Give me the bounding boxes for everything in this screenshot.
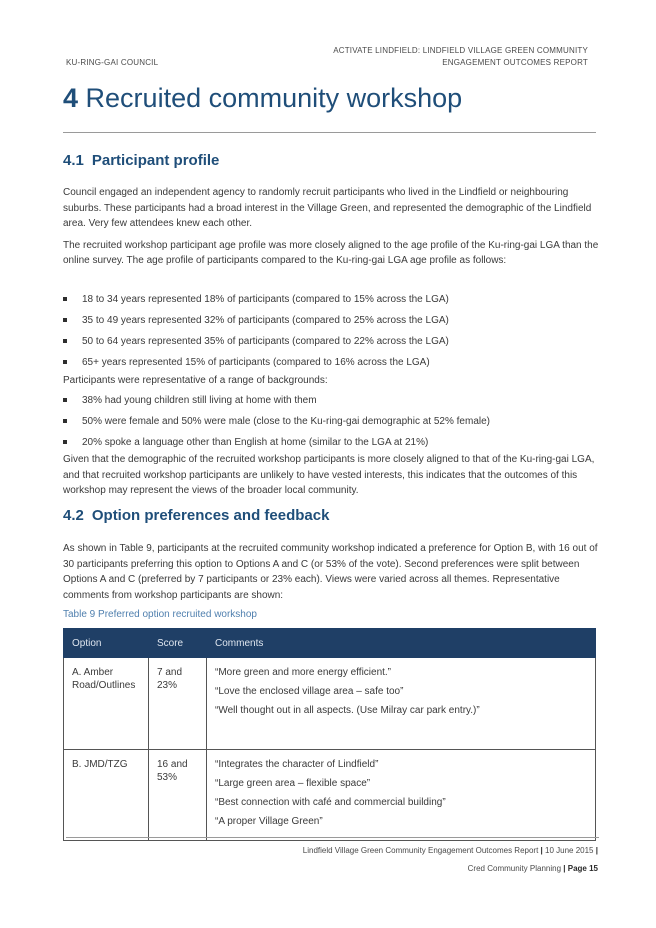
participant-intro — [63, 185, 603, 275]
header-org: KU-RING-GAI COUNCIL — [66, 58, 159, 67]
cell-option: A. Amber Road/Outlines — [64, 658, 149, 750]
column-header-score: Score — [149, 629, 207, 658]
section-title-text: Recruited community workshop — [85, 83, 463, 113]
footer-separator: | — [595, 846, 598, 855]
column-header-comments: Comments — [207, 629, 596, 658]
list-item-text: 20% spoke a language other than English at home (similar to the LGA at 21%) — [82, 437, 429, 448]
bullet-marker — [63, 440, 67, 444]
cell-comments — [207, 658, 596, 750]
footer-report-title: Lindfield Village Green Community Engagement Outcomes Report — [302, 846, 539, 855]
table-header-row — [64, 629, 596, 658]
list-item-text: 18 to 34 years represented 18% of participants (compared to 15% across the LGA) — [82, 294, 449, 305]
comment: “A proper Village Green” — [215, 816, 323, 827]
bullet-marker — [63, 360, 67, 364]
paragraph: As shown in Table 9, participants at the recruited community workshop indicated a preference for Option B, with 16 out of 30 participants preferring this option to Options A and C (or 53% of the vote). Second preferences were split between Options A and C (preferred by 7 participants or 23% each). Views were varied across all themes. Representative comments from workshop participants are shown: — [63, 543, 598, 601]
list-item-text: 35 to 49 years represented 32% of participants (compared to 25% across the LGA) — [82, 315, 449, 326]
list-item — [63, 414, 603, 435]
option-preferences-body — [63, 541, 603, 609]
list-item-text: 65+ years represented 15% of participants (compared to 16% across the LGA) — [82, 357, 430, 368]
demographic-conclusion — [63, 452, 603, 505]
cell-option: B. JMD/TZG — [64, 750, 149, 841]
comment: “Integrates the character of Lindfield” — [215, 759, 379, 770]
list-item — [63, 313, 603, 334]
bullet-marker — [63, 318, 67, 322]
column-header-option: Option — [64, 629, 149, 658]
page-number: Page 15 — [567, 864, 598, 873]
backgrounds-list — [63, 393, 603, 456]
paragraph: Participants were representative of a range of backgrounds: — [63, 375, 328, 386]
footer-org: Cred Community Planning — [467, 864, 562, 873]
preferred-option-table — [63, 628, 596, 841]
list-item — [63, 334, 603, 355]
section-title — [63, 83, 462, 114]
footer-report-line — [303, 846, 598, 855]
heading-number: 4.1 — [63, 152, 84, 169]
paragraph: The recruited workshop participant age profile was more closely aligned to the age profile of the Ku-ring-gai LGA than the online survey. The age profile of participants compared to the Ku-ring-gai LGA age profile as follows: — [63, 239, 599, 266]
cell-score: 7 and 23% — [149, 658, 207, 750]
table-row — [64, 750, 596, 841]
list-item-text: 38% had young children still living at home with them — [82, 395, 317, 406]
cell-score: 16 and 53% — [149, 750, 207, 841]
backgrounds-intro — [63, 373, 603, 395]
title-divider — [63, 132, 596, 133]
list-item-text: 50 to 64 years represented 35% of participants (compared to 22% across the LGA) — [82, 336, 449, 347]
comment: “More green and more energy efficient.” — [215, 667, 392, 678]
comment: “Love the enclosed village area – safe too” — [215, 686, 404, 697]
footer-separator: | — [563, 864, 566, 873]
header-line-2: ENGAGEMENT OUTCOMES REPORT — [442, 57, 588, 67]
comment: “Best connection with café and commercial building” — [215, 797, 446, 808]
comment: “Well thought out in all aspects. (Use Milray car park entry.)” — [215, 705, 480, 716]
table-row — [64, 658, 596, 750]
cell-comments — [207, 750, 596, 841]
footer-date: 10 June 2015 — [545, 846, 594, 855]
comment: “Large green area – flexible space” — [215, 778, 371, 789]
paragraph: Council engaged an independent agency to randomly recruit participants who lived in the Lindfield or neighbouring suburbs. These participants had a broad interest in the Village Green, and represented the demographic of the Lindfield area. Very few attendees knew each other. — [63, 187, 592, 229]
paragraph: Given that the demographic of the recruited workshop participants is more closely aligned to that of the Ku-ring-gai LGA, and that recruited workshop participants are unlikely to have vested interests, this indicates that the outcomes of this workshop may represent the views of the broader local community. — [63, 454, 595, 496]
list-item — [63, 393, 603, 414]
footer-separator: | — [540, 846, 543, 855]
bullet-marker — [63, 398, 67, 402]
footer-divider — [66, 837, 599, 838]
footer-page-line — [468, 864, 598, 873]
bullet-marker — [63, 419, 67, 423]
bullet-marker — [63, 339, 67, 343]
table-caption: Table 9 Preferred option recruited workshop — [63, 609, 257, 620]
heading-text: Participant profile — [91, 152, 220, 169]
heading-option-preferences — [63, 507, 329, 524]
section-number: 4 — [63, 83, 79, 113]
heading-number: 4.2 — [63, 507, 84, 524]
heading-text: Option preferences and feedback — [91, 507, 330, 524]
heading-participant-profile — [63, 152, 219, 169]
header-line-1: ACTIVATE LINDFIELD: LINDFIELD VILLAGE GREEN COMMUNITY — [333, 46, 588, 55]
list-item — [63, 292, 603, 313]
header-report-title — [333, 45, 588, 68]
bullet-marker — [63, 297, 67, 301]
age-profile-list — [63, 292, 603, 376]
list-item-text: 50% were female and 50% were male (close to the Ku-ring-gai demographic at 52% female) — [82, 416, 490, 427]
